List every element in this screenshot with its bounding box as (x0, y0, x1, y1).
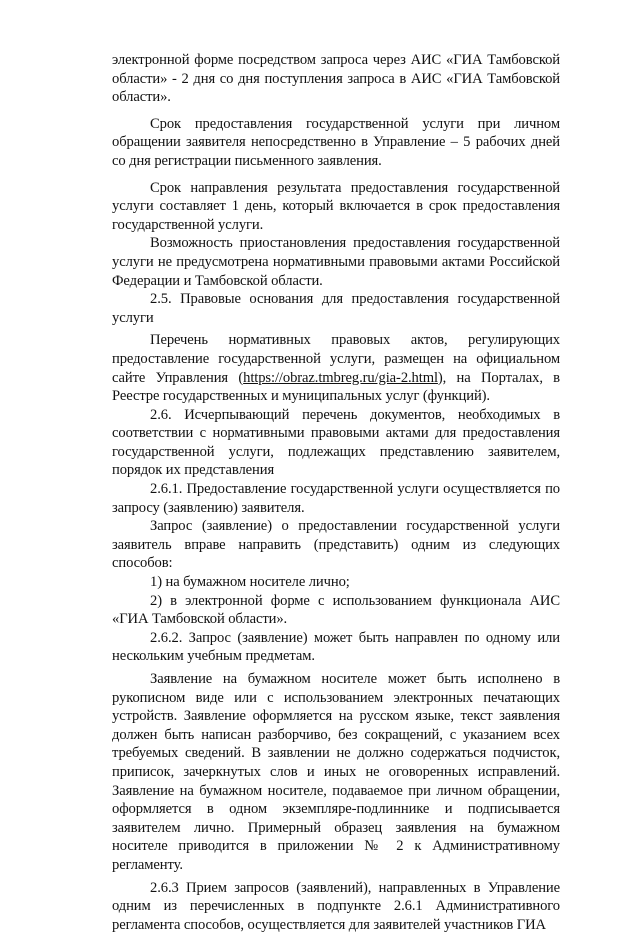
list-item-paper: 1) на бумажном носителе лично; (150, 574, 350, 591)
paragraph-suspension: Возможность приостановления предоставления государственной услуги не предусмотрена нормативными правовыми актами Российской Федерации и Тамбовской области. (112, 235, 560, 289)
paragraph-continuation: электронной форме посредством запроса через АИС «ГИА Тамбовской области» - 2 дня со дня поступления запроса в АИС «ГИА Тамбовской области». (112, 52, 560, 106)
paragraph-2-6-1: 2.6.1. Предоставление государственной услуги осуществляется по запросу (заявлению) заявителя. (112, 481, 560, 516)
paragraph-legal-acts (112, 331, 560, 405)
website-link[interactable]: https://obraz.tmbreg.ru/gia-2.html (243, 369, 438, 386)
legal-acts-text-start: Перечень нормативных правовых актов, регулирующих предоставление государственной услуги, размещен на официальном сайте Управления ( (112, 332, 560, 386)
legal-acts-text-end: ), на Порталах, в Реестре государственных и муниципальных услуг (функций). (112, 369, 560, 405)
section-heading-2-6: 2.6. Исчерпывающий перечень документов, необходимых в соответствии с нормативными правовыми актами для предоставления государственной услуги, подлежащих представлению заявителем, порядок их представления (112, 406, 560, 479)
section-heading-2-5: 2.5. Правовые основания для предоставления государственной услуги (112, 291, 560, 326)
paragraph-2-6-2: 2.6.2. Запрос (заявление) может быть направлен по одному или нескольким учебным предметам. (112, 629, 560, 665)
paragraph-paper-application: Заявление на бумажном носителе может быть исполнено в рукописном виде или с использованием электронных печатающих устройств. Заявление оформляется на русском языке, текст заявления должен быть написан разборчиво, без сокращений, с указанием всех требуемых сведений. В заявлении не должно содержаться подчисток, приписок, зачеркнутых слов и иных не оговоренных исправлений. Заявление на бумажном носителе, подаваемое при личном обращении, оформляется в одном экземпляре-подлиннике и подписывается заявителем лично. Примерный образец заявления на бумажном носителе приводится в приложении № 2 к Административному регламенту. (112, 671, 560, 873)
paragraph-term-personal: Срок предоставления государственной услуги при личном обращении заявителя непосредственно в Управление – 5 рабочих дней со дня регистрации письменного заявления. (112, 115, 560, 169)
paragraph-request-methods: Запрос (заявление) о предоставлении государственной услуги заявитель вправе направить (представить) одним из следующих способов: (112, 518, 560, 572)
paragraph-2-6-3: 2.6.3 Прием запросов (заявлений), направленных в Управление одним из перечисленных в подпункте 2.6.1 Административного регламента способов, осуществляется для заявителей участников ГИА (112, 879, 560, 933)
paragraph-term-result: Срок направления результата предоставления государственной услуги составляет 1 день, который включается в срок предоставления государственной услуги. (112, 179, 560, 233)
list-item-electronic: 2) в электронной форме с использованием функционала АИС «ГИА Тамбовской области». (112, 592, 560, 628)
